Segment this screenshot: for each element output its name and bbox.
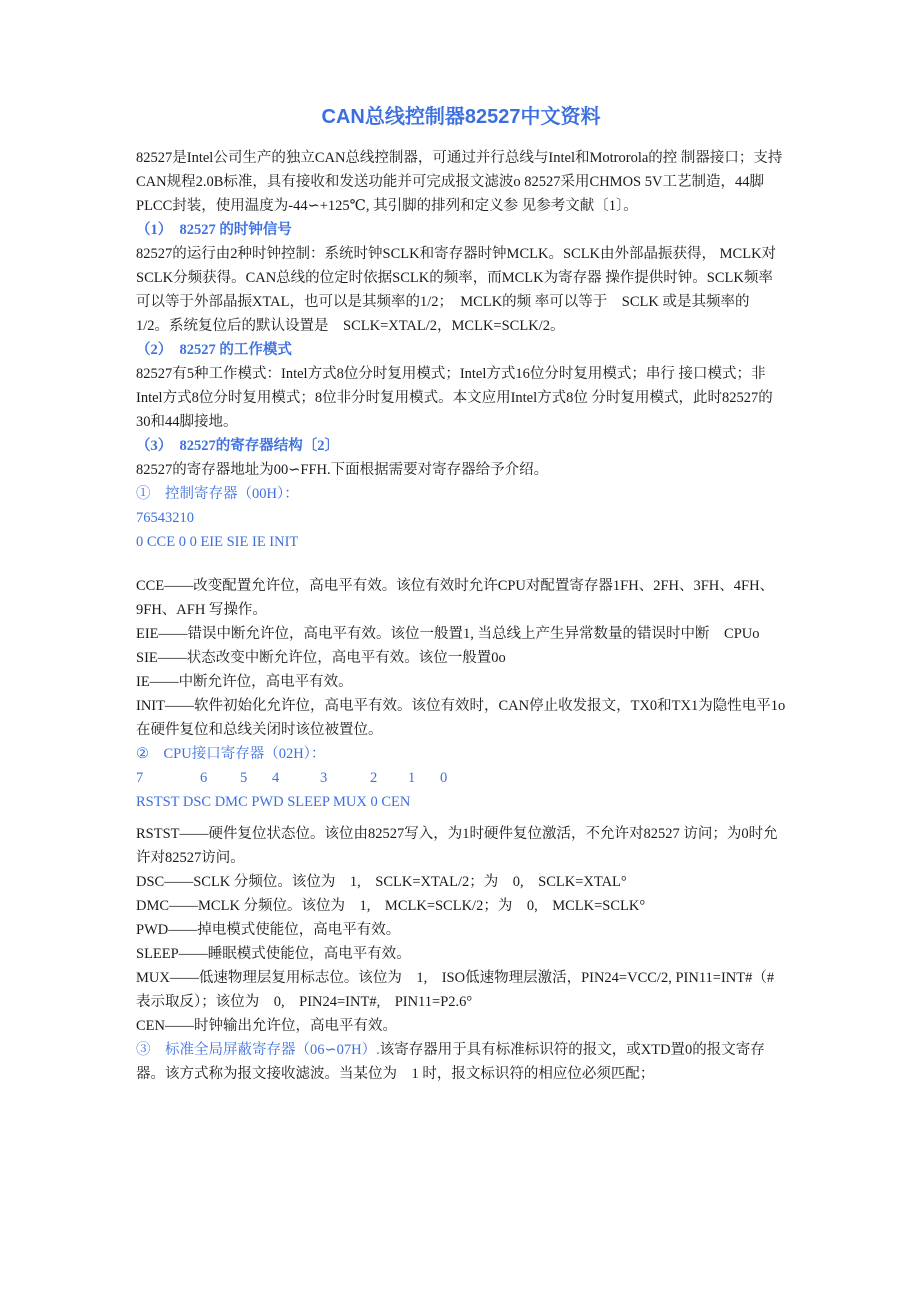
bit-label: 7 — [136, 770, 144, 786]
bit-label: 3 — [320, 770, 328, 786]
intro-paragraph: 82527是Intel公司生产的独立CAN总线控制器，可通过并行总线与Intel和Motrorola的控 制器接口；支持CAN规程2.0B标准，具有接收和发送功能并可完成报文滤波o 82527采用CHMOS 5V工艺制造，44脚PLCC封装，使用温度为-44∽+125℃, 其引脚的排列和定义参 见参考文献〔1〕。 — [136, 150, 783, 214]
spacer — [136, 554, 786, 574]
bit-label: 0 — [440, 770, 448, 786]
bit-label: 4 — [272, 770, 280, 786]
cce-description: CCE——改变配置允许位，高电平有效。该位有效时允许CPU对配置寄存器1FH、2FH、3FH、4FH、9FH、AFH 写操作。 — [136, 578, 775, 618]
cpu-interface-register-fields: RSTST DSC DMC PWD SLEEP MUX 0 CEN — [136, 794, 411, 810]
dsc-description: DSC——SCLK 分频位。该位为 1, SCLK=XTAL/2；为 0, SCLK=XTAL° — [136, 874, 627, 890]
init-description: INIT——软件初始化允许位，高电平有效。该位有效时，CAN停止收发报文，TX0和TX1为隐性电平1o在硬件复位和总线关闭时该位被置位。 — [136, 698, 786, 738]
bit-label: 1 — [408, 770, 416, 786]
mux-description: MUX——低速物理层复用标志位。该位为 1, ISO低速物理层激活，PIN24=VCC/2, PIN11=INT#（# 表示取反）；该位为 0, PIN24=INT#, PIN11=P2.6° — [136, 970, 775, 1010]
section-3-body: 82527的寄存器地址为00∽FFH.下面根据需要对寄存器给予介绍。 — [136, 462, 549, 478]
sie-description: SIE——状态改变中断允许位，高电平有效。该位一般置0o — [136, 650, 506, 666]
section-2-body: 82527有5种工作模式：Intel方式8位分时复用模式；Intel方式16位分时复用模式；串行 接口模式；非Intel方式8位分时复用模式；8位非分时复用模式。本文应用Intel方式8位 分时复用模式，此时82527的30和44脚接地。 — [136, 366, 773, 430]
section-3-heading: （3） 82527的寄存器结构〔2〕 — [136, 438, 339, 454]
control-register-bits: 76543210 — [136, 510, 194, 526]
cen-description: CEN——时钟输出允许位，高电平有效。 — [136, 1018, 397, 1034]
cpu-interface-register-bits — [136, 766, 786, 790]
cpu-interface-register-heading: ② CPU接口寄存器（02H）： — [136, 746, 326, 762]
global-mask-register-paragraph — [136, 1038, 786, 1086]
bit-label: 6 — [200, 770, 208, 786]
bit-label: 2 — [370, 770, 378, 786]
section-1-heading: （1） 82527 的时钟信号 — [136, 222, 292, 238]
dmc-description: DMC——MCLK 分频位。该位为 1, MCLK=SCLK/2；为 0, MCLK=SCLK° — [136, 898, 646, 914]
sleep-description: SLEEP——睡眠模式使能位，高电平有效。 — [136, 946, 411, 962]
global-mask-register-body: 该寄存器用于具有标准标识符的报文，或XTD置0的报文寄存器。该方式称为报文接收滤波。当某位为 1 时，报文标识符的相应位必须匹配； — [136, 1042, 765, 1082]
ie-description: IE——中断允许位，高电平有效。 — [136, 674, 353, 690]
page-title: CAN总线控制器82527中文资料 — [321, 106, 601, 128]
document-page — [136, 104, 786, 1086]
bit-label: 5 — [240, 770, 248, 786]
section-2-heading: （2） 82527 的工作模式 — [136, 342, 292, 358]
spacer — [136, 814, 786, 822]
rstst-description: RSTST——硬件复位状态位。该位由82527写入，为1时硬件复位激活，不允许对82527 访问；为0时允许对82527访问。 — [136, 826, 778, 866]
section-1-body: 82527的运行由2种时钟控制：系统时钟SCLK和寄存器时钟MCLK。SCLK由外部晶振获得， MCLK对SCLK分频获得。CAN总线的位定时依据SCLK的频率，而MCLK为寄存器 操作提供时钟。SCLK频率可以等于外部晶振XTAL，也可以是其频率的1/2； MCLK的频 率可以等于 SCLK 或是其频率的 1/2。系统复位后的默认设置是 SCLK=XTAL/2，MCLK=SCLK/2。 — [136, 246, 777, 334]
eie-description: EIE——错误中断允许位，高电平有效。该位一般置1, 当总线上产生异常数量的错误时中断 CPUo — [136, 626, 760, 642]
global-mask-register-heading: ③ 标准全局屏蔽寄存器（06∽07H）. — [136, 1042, 380, 1058]
control-register-heading: ① 控制寄存器（00H）： — [136, 486, 299, 502]
control-register-fields: 0 CCE 0 0 EIE SIE IE INIT — [136, 534, 299, 550]
pwd-description: PWD——掉电模式使能位，高电平有效。 — [136, 922, 401, 938]
